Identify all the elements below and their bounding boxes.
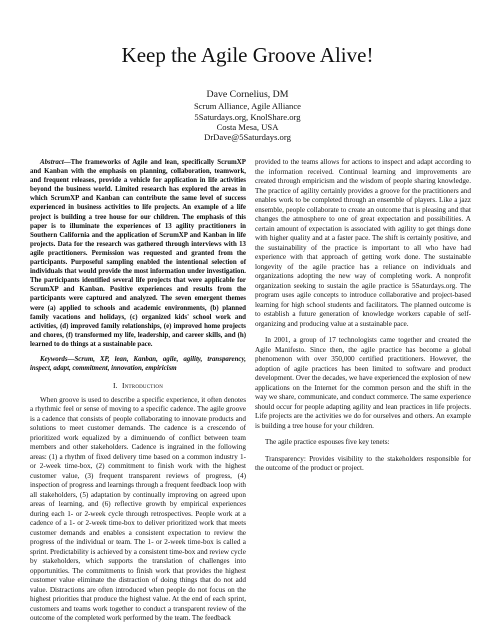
keywords-label: Keywords — [40, 355, 68, 363]
section-heading — [30, 381, 246, 391]
keywords-text: —Scrum, XP, lean, Kanban, agile, agility, transparency, inspect, adapt, commitment, innovation, empiricism — [30, 355, 246, 373]
history-paragraph: In 2001, a group of 17 technologists came together and created the Agile Manifesto. Since then, the agile practice has become a global phenomenon with over 350,000 certified practitioners. However, the adoption of agile practices has been limited to software and product development. Over the decades, we have experienced the explosion of new applications on the Internet for the common person and the shift in the way we share, communicate, and conduct commerce. The same experience should occur for people adapting agility and lean practices in life projects. Life projects are the activities we do for ourselves and others. An example is building a tree house for your children. — [255, 336, 471, 430]
author-affiliation: Scrum Alliance, Agile Alliance — [194, 101, 301, 112]
author-location: Costa Mesa, USA — [216, 122, 279, 133]
tenets-paragraph: The agile practice espouses five key tenets: — [265, 438, 390, 446]
author-name: Dave Cornelius, DM — [206, 89, 289, 100]
author-block — [0, 89, 495, 143]
index-terms — [30, 355, 246, 373]
author-organizations: 5Saturdays.org, KnolShare.org — [194, 111, 301, 122]
left-column — [30, 158, 246, 624]
author-email: DrDave@5Saturdays.org — [204, 132, 291, 143]
intro-paragraph-part-2: provided to the teams allows for actions to inspect and adapt according to the information received. Continual learning and improvements are created through empiricism and the wisdom of people sharing knowledge. The practice of agility certainly provides a groove for the practitioners and enables work to be completed through an ensemble of players. Like a jazz ensemble, people collaborate to create an outcome that is pleasing and that changes the atmosphere to one of great expectation and possibilities. A certain amount of expectation is associated with agility to get things done with higher quality and at a faster pace. The shift is certainly positive, and the sustainability of the practice is important to all who have had experience with that approach of getting work done. The sustainable longevity of the agile practice has a reliance on individuals and organizations adopting the new way of completing work. A nonprofit organization seeking to sustain the agile practice is 5Saturdays.org. The program uses agile concepts to introduce collaborative and project-based learning for high school students and facilitators. The planned outcome is to establish a future generation of knowledge workers capable of self-organizing and producing value at a sustainable pace. — [255, 158, 471, 328]
abstract — [30, 158, 246, 349]
section-number: I. — [112, 381, 118, 391]
section-title: Introduction — [121, 381, 164, 391]
abstract-text: —The frameworks of Agile and lean, specifically ScrumXP and Kanban with the emphasis on planning, collaboration, teamwork, and frequent releases, provide a vehicle for application in life activities beyond the business world. Limited research has explored the areas in which ScrumXP and Kanban can contribute the same level of success experienced in business activities to life projects. An example of a life project is building a tree house for our children. The emphasis of this paper is to illuminate the experiences of 13 agility practitioners in Southern California and the application of ScrumXP and Kanban in life projects. Data for the research was gathered through interviews with 13 agile practitioners. Permission was requested and granted from the participants. Purposeful sampling enabled the intentional selection of individuals that would provide the most information under investigation. The participants identified several life projects that were applicable for ScrumXP and Kanban. Positive experiences and results from the participants were captured and analyzed. The seven emergent themes were (a) applied to schools and academic environments, (b) planned family vacations and holidays, (c) organized kids' school work and activities, (d) improved family relationships, (e) improved home projects and chores, (f) transformed my life, leadership, and career skills, and (h) learned to do things at a sustainable pace. — [30, 159, 246, 348]
transparency-paragraph: Transparency: Provides visibility to the stakeholders responsible for the outcome of the product or project. — [255, 454, 471, 472]
right-column — [255, 158, 471, 474]
intro-paragraph-part-1: When groove is used to describe a specific experience, it often denotes a rhythmic feel or sense of moving to a specific cadence. The agile groove is a cadence that consists of people collaborating to innovate products and solutions to meet customer demands. The cadence is a crescendo of prioritized work equalized by a diminuendo of conflict between team members and other stakeholders. Cadence is ingrained in the following areas: (1) a rhythm of fixed delivery time based on a common industry 1- or 2-week time-box, (2) commitment to finish work with the highest customer value, (3) frequent transparent reviews of progress, (4) inspection of progress and learnings through a frequent feedback loop with all stakeholders, (5) adaptation by continually improving on agreed upon areas of learning, and (6) reflective growth by empirical experiences during each 1- or 2-week cycle through retrospectives. People work at a cadence of a 1- or 2-week time-box to deliver prioritized work that meets customer demands and enables a consistent expectation to review the progress of the individual or team. The 1- or 2-week time-box is called a sprint. Predictability is achieved by a consistent time-box and review cycle by stakeholders, which supports the translation of challenges into opportunities. The commitments to finish work that provides the highest customer value eliminate the distraction of doing things that do not add value. Distractions are often introduced when people do not focus on the highest priorities that produce the highest value. At the end of each sprint, customers and teams work together to conduct a transparent review of the outcome of the completed work performed by the team. The feedback — [30, 395, 246, 623]
abstract-label: Abstract — [40, 159, 64, 166]
paper-title: Keep the Agile Groove Alive! — [121, 43, 374, 67]
